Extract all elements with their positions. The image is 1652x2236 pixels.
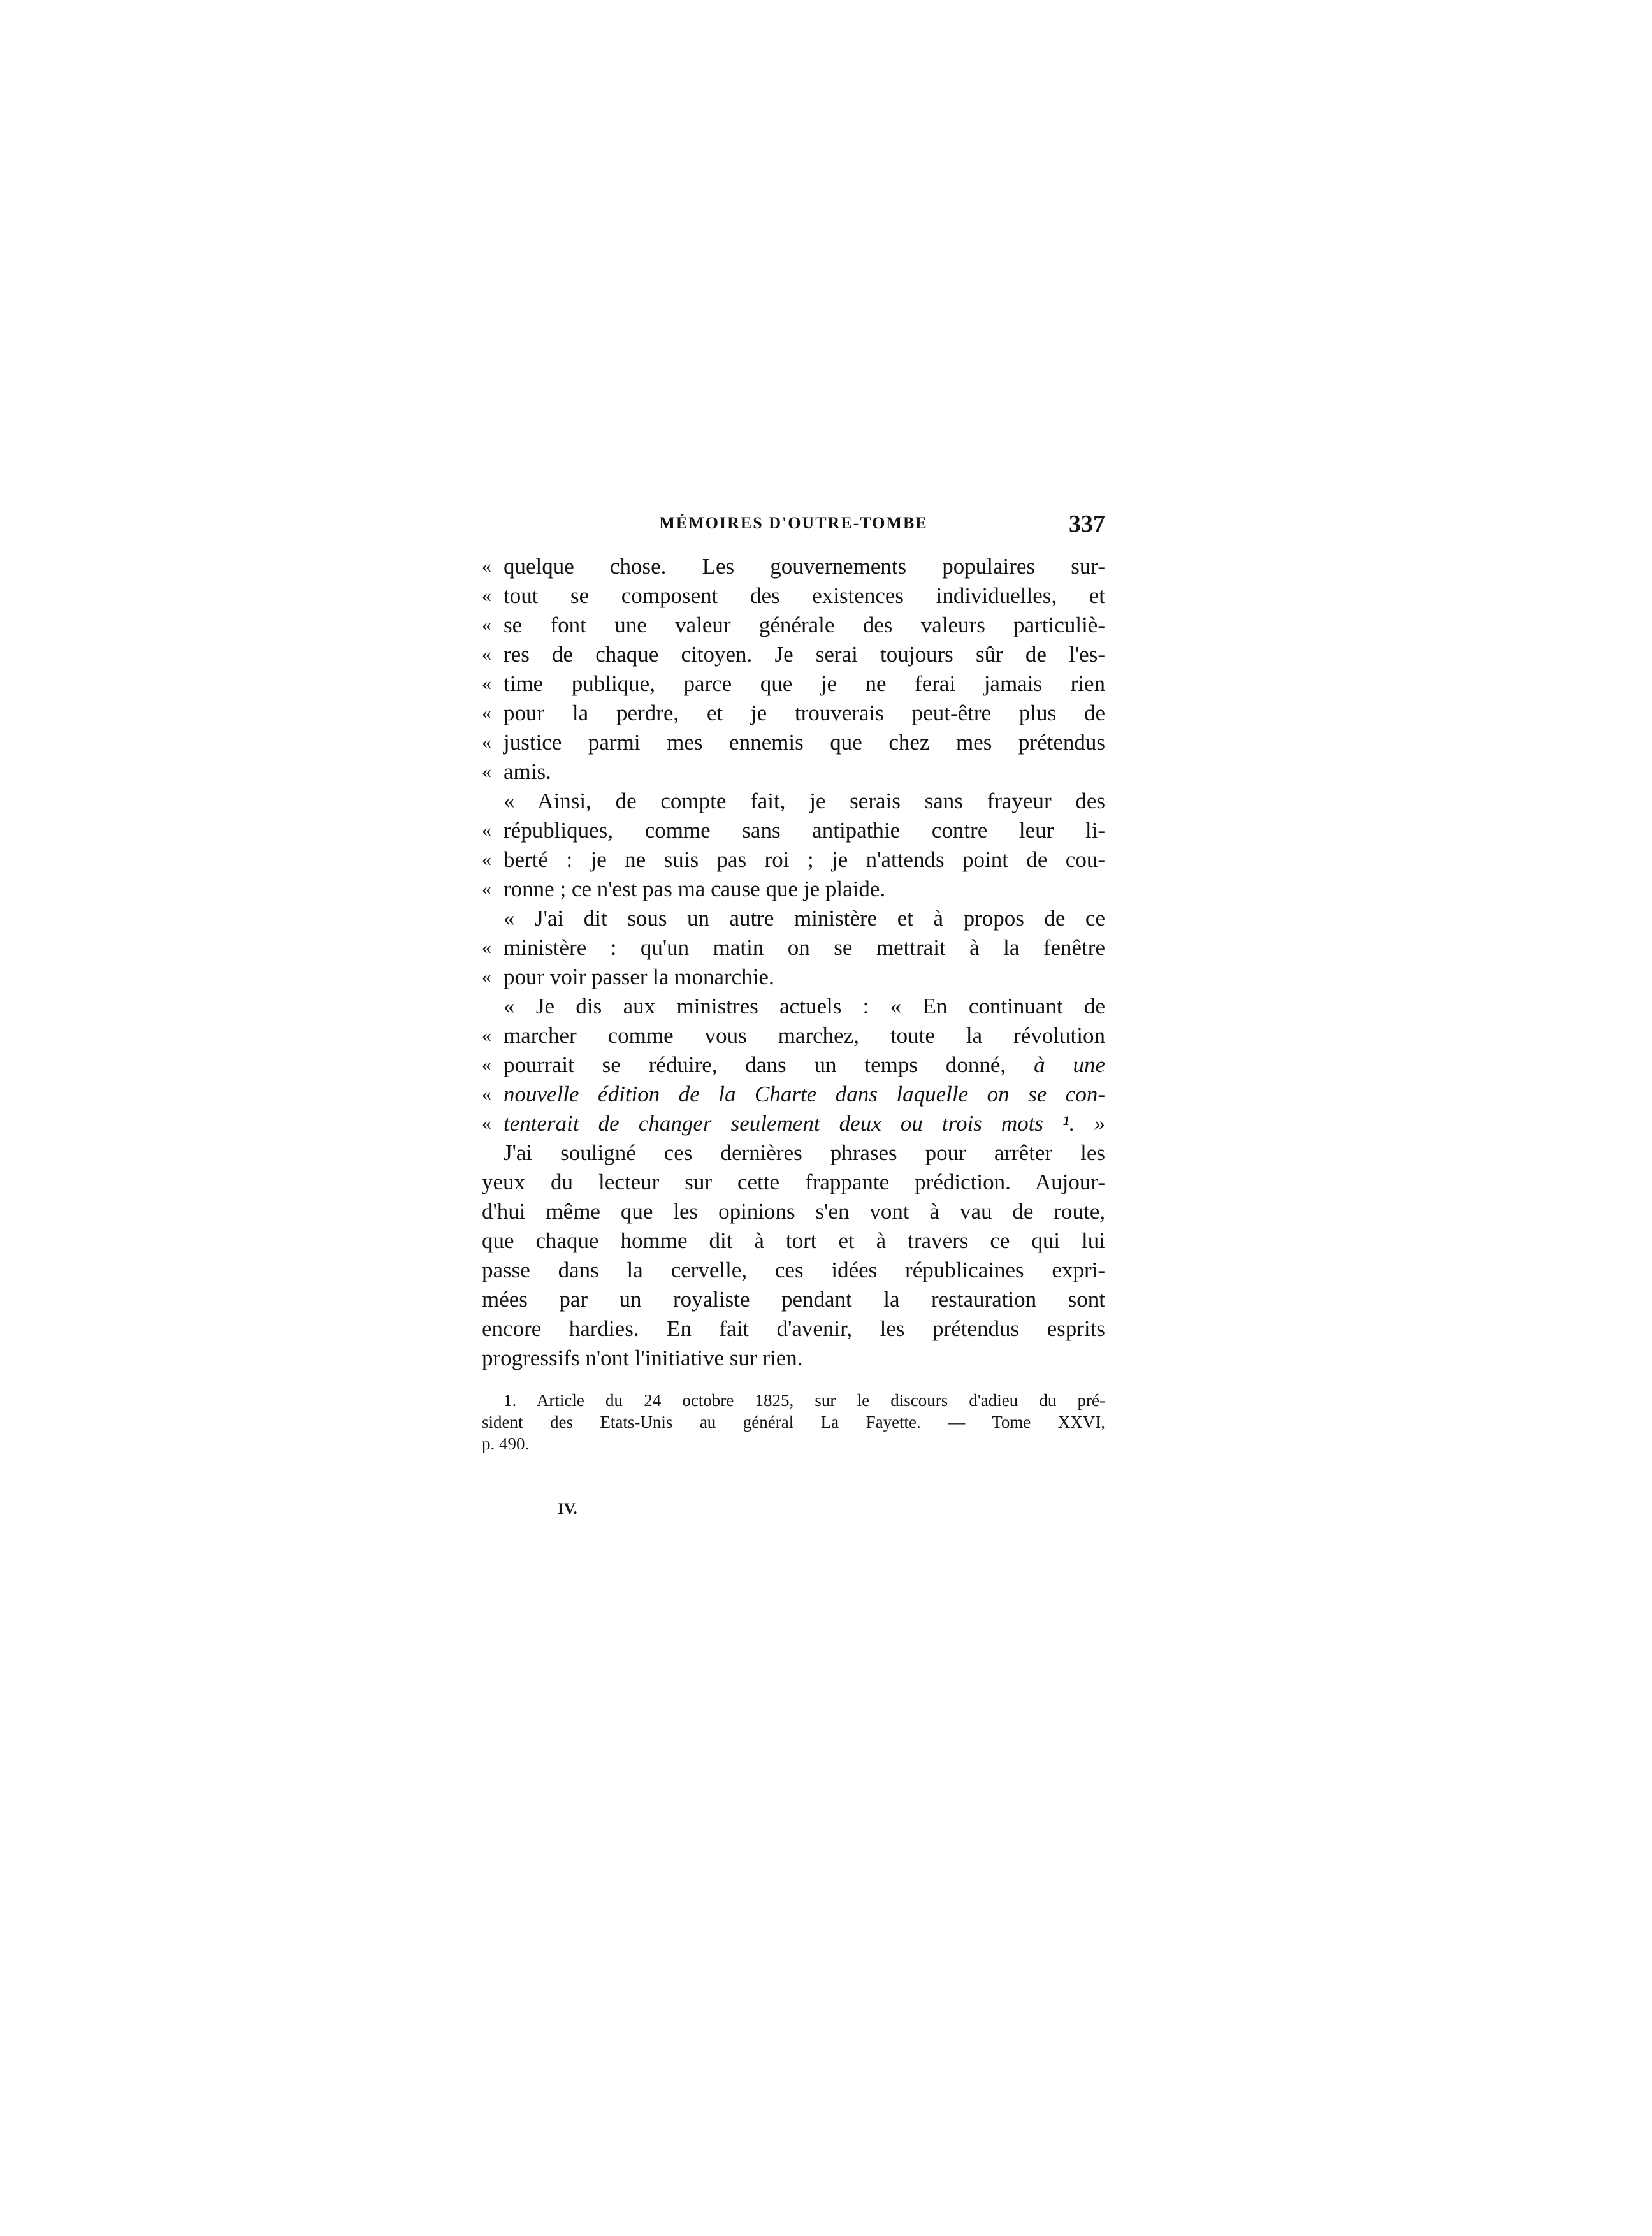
- text-line: d'hui même que les opinions s'en vont à vau de route,: [482, 1199, 1105, 1224]
- footnote-line: sident des Etats-Unis au général La Fayette. — Tome XXVI,: [482, 1412, 1105, 1432]
- line-text: res de chaque citoyen. Je serai toujours sûr de l'es-: [504, 642, 1105, 667]
- page-text-block: [482, 511, 1105, 1455]
- text-line: que chaque homme dit à tort et à travers ce qui lui: [482, 1228, 1105, 1253]
- signature-mark: IV.: [558, 1500, 577, 1518]
- text-line: [482, 669, 1105, 699]
- guillemet-mark: «: [482, 1054, 491, 1075]
- text-line: [482, 1050, 1105, 1080]
- guillemet-mark: «: [482, 937, 491, 958]
- line-text: « Ainsi, de compte fait, je serais sans frayeur des: [504, 788, 1105, 813]
- line-text: quelque chose. Les gouvernements populaires sur-: [504, 554, 1105, 579]
- text-line: [482, 992, 1105, 1021]
- guillemet-mark: «: [482, 1025, 491, 1046]
- text-line: [482, 611, 1105, 640]
- line-text: berté : je ne suis pas roi ; je n'attends point de cou-: [504, 847, 1105, 872]
- guillemet-mark: «: [482, 1084, 491, 1105]
- text-line: [482, 1021, 1105, 1050]
- text-line: [482, 787, 1105, 816]
- text-line: [482, 904, 1105, 933]
- guillemet-mark: «: [482, 673, 491, 694]
- line-text: pour voir passer la monarchie.: [504, 964, 774, 989]
- text-line: [482, 640, 1105, 669]
- running-head: [482, 511, 1105, 552]
- line-text: justice parmi mes ennemis que chez mes prétendus: [504, 730, 1105, 755]
- text-line: [482, 816, 1105, 845]
- footnote-line: p. 490.: [482, 1434, 530, 1453]
- footnote: [482, 1390, 1105, 1455]
- line-text: tout se composent des existences individuelles, et: [504, 583, 1105, 608]
- text-line: [482, 845, 1105, 875]
- line-text: marcher comme vous marchez, toute la révolution: [504, 1023, 1105, 1048]
- text-line: mées par un royaliste pendant la restauration sont: [482, 1287, 1105, 1312]
- guillemet-mark: «: [482, 820, 491, 841]
- text-line: [482, 1080, 1105, 1109]
- line-text: tenterait de changer seulement deux ou trois mots ¹. »: [504, 1111, 1105, 1136]
- guillemet-mark: «: [482, 761, 491, 782]
- quoted-passage: [482, 552, 1105, 1138]
- guillemet-mark: «: [482, 702, 491, 723]
- line-text: time publique, parce que je ne ferai jamais rien: [504, 671, 1105, 696]
- guillemet-mark: «: [482, 1113, 491, 1134]
- guillemet-mark: «: [482, 966, 491, 987]
- text-line: [482, 1109, 1105, 1138]
- guillemet-mark: «: [482, 585, 491, 606]
- text-line: yeux du lecteur sur cette frappante prédiction. Aujour-: [482, 1170, 1105, 1194]
- text-line: passe dans la cervelle, ces idées républicaines expri-: [482, 1258, 1105, 1282]
- footnote-line: 1. Article du 24 octobre 1825, sur le discours d'adieu du pré-: [504, 1391, 1105, 1410]
- text-line: [482, 933, 1105, 962]
- text-line: [482, 875, 1105, 904]
- guillemet-mark: «: [482, 644, 491, 665]
- line-text: républiques, comme sans antipathie contre leur li-: [504, 818, 1105, 843]
- line-text: amis.: [504, 759, 551, 784]
- line-text: « J'ai dit sous un autre ministère et à propos de ce: [504, 906, 1105, 931]
- text-line: encore hardies. En fait d'avenir, les prétendus esprits: [482, 1316, 1105, 1341]
- text-line: [482, 552, 1105, 581]
- text-line: [482, 699, 1105, 728]
- text-line: [482, 757, 1105, 787]
- text-line: [482, 962, 1105, 992]
- line-text: nouvelle édition de la Charte dans laquelle on se con-: [504, 1082, 1105, 1107]
- guillemet-mark: «: [482, 732, 491, 753]
- guillemet-mark: «: [482, 614, 491, 635]
- text-line: [482, 728, 1105, 757]
- line-text: pourrait se réduire, dans un temps donné, à une: [504, 1052, 1105, 1077]
- line-text: ministère : qu'un matin on se mettrait à la fenêtre: [504, 935, 1105, 960]
- text-line: progressifs n'ont l'initiative sur rien.: [482, 1346, 803, 1370]
- line-text: ronne ; ce n'est pas ma cause que je plaide.: [504, 876, 886, 901]
- text-line: J'ai souligné ces dernières phrases pour arrêter les: [504, 1140, 1105, 1165]
- line-text: pour la perdre, et je trouverais peut-être plus de: [504, 701, 1105, 725]
- guillemet-mark: «: [482, 849, 491, 870]
- text-line: [482, 581, 1105, 611]
- guillemet-mark: «: [482, 556, 491, 577]
- line-text: se font une valeur générale des valeurs particuliè-: [504, 613, 1105, 637]
- guillemet-mark: «: [482, 878, 491, 899]
- commentary-paragraph: [482, 1138, 1105, 1373]
- page-number: 337: [1069, 511, 1105, 537]
- running-title: MÉMOIRES D'OUTRE-TOMBE: [659, 514, 928, 532]
- line-text: « Je dis aux ministres actuels : « En continuant de: [504, 994, 1105, 1019]
